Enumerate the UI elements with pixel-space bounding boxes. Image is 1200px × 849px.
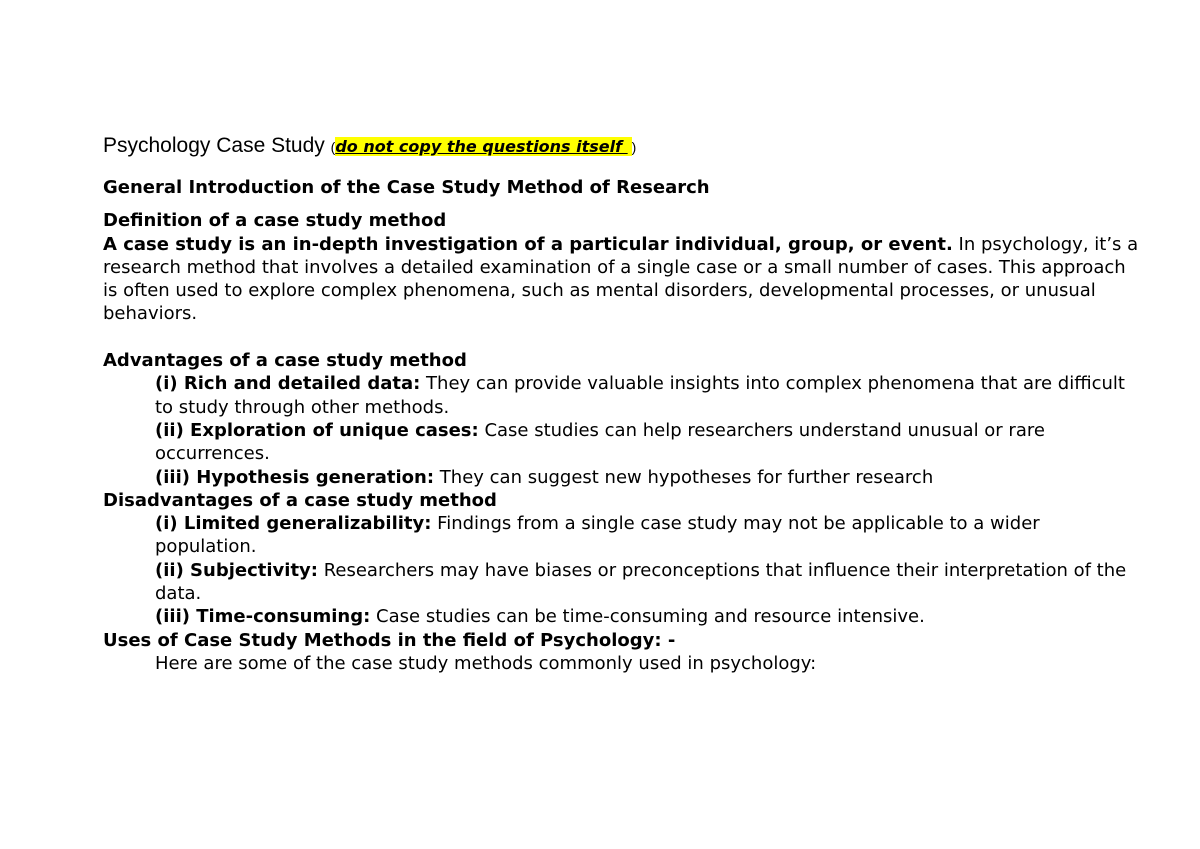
definition-lead: A case study is an in-depth investigation of a particular individual, group, or event. (103, 233, 953, 255)
advantage-item (103, 419, 1143, 466)
advantage-text: Case studies can help researchers understand unusual or rare occurrences. (155, 419, 1045, 465)
disadvantage-text: Case studies can be time-consuming and resource intensive. (370, 606, 925, 628)
disadvantages-heading: Disadvantages of a case study method (103, 489, 497, 511)
advantage-label: (iii) Hypothesis generation: (155, 466, 435, 488)
uses-heading: Uses of Case Study Methods in the field of Psychology: - (103, 629, 676, 651)
definition-text: In psychology, it’s a research method that involves a detailed examination of a single case or a small number of cases. This approach is often used to explore complex phenomena, such as mental disorders, developmental processes, or unusual behaviors. (103, 233, 1139, 325)
advantage-text: They can suggest new hypotheses for further research (434, 466, 934, 488)
advantage-label: (i) Rich and detailed data: (155, 373, 421, 395)
disadvantage-item (103, 512, 1143, 559)
advantage-label: (ii) Exploration of unique cases: (155, 419, 479, 441)
advantage-text: They can provide valuable insights into complex phenomena that are difficult to study through other methods. (155, 373, 1125, 418)
definition-paragraph (103, 233, 1143, 326)
disadvantage-text: Researchers may have biases or preconceptions that influence their interpretation of the data. (155, 559, 1127, 605)
document-title: Psychology Case Study (103, 134, 325, 157)
definition-heading: Definition of a case study method (103, 210, 447, 232)
disadvantage-item (103, 559, 1143, 606)
disadvantage-text: Findings from a single case study may not be applicable to a wider population. (155, 513, 1040, 558)
uses-text: Here are some of the case study methods commonly used in psychology: (155, 652, 817, 674)
title-paren-open: ( (330, 139, 336, 155)
disadvantage-label: (i) Limited generalizability: (155, 513, 432, 535)
blank-line (103, 326, 1143, 349)
title-paren-close: ) (631, 139, 637, 155)
advantage-item (103, 466, 1143, 489)
intro-heading: General Introduction of the Case Study Method of Research (103, 177, 710, 198)
disadvantage-label: (ii) Subjectivity: (155, 559, 318, 581)
disadvantage-label: (iii) Time-consuming: (155, 606, 371, 628)
document-content (103, 131, 1143, 675)
advantages-heading: Advantages of a case study method (103, 350, 467, 372)
title-highlight-note: do not copy the questions itself (335, 137, 631, 156)
disadvantage-item (103, 605, 1143, 628)
advantage-item (103, 372, 1143, 419)
document-title-line (103, 131, 1143, 162)
